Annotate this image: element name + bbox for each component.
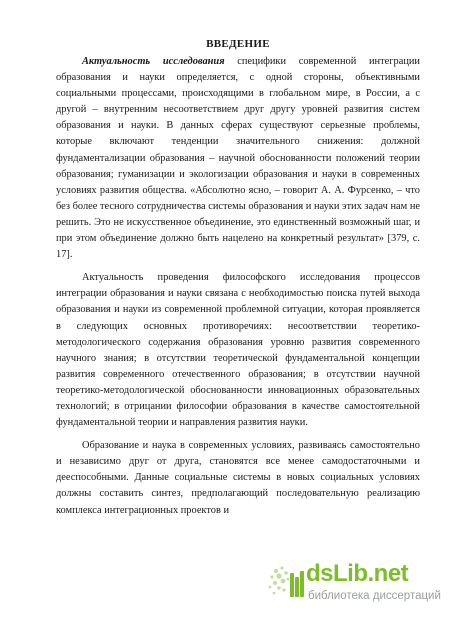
dslib-logo-icon [266, 563, 310, 603]
watermark-subtitle: библиотека диссертаций [308, 590, 441, 602]
dslib-watermark[interactable] [266, 560, 441, 607]
paragraph-1 [56, 54, 420, 263]
paragraph-1-text: специфики современной интеграции образования и науки определяется, с одной стороны, объективными социальными процессами, происходящими в глобальном мире, в России, а с другой – внутренним несоответствием друг другу уровней развития систем образования и науки. В данных сферах существуют серьезные проблемы, которые включают тенденции значительного снижения: должной фундаментализации образования – научной обоснованности положений теории образования; гуманизации и экологизации образования и науки в современных условиях развития общества. «Абсолютно ясно, – говорит А. А. Фурсенко, – что без более тесного сотрудничества системы образования и науки этих задач нам не решить. Это не искусственное объединение, это единственный возможный шаг, и при этом объединение должно быть нацелено на конкретный результат» [379, с. 17]. [56, 56, 420, 261]
paragraph-2 [56, 270, 420, 431]
page-title: ВВЕДЕНИЕ [206, 38, 270, 50]
watermark-brand: dsLib.net [306, 560, 409, 587]
paragraph-2-text: Актуальность проведения философского исследования процессов интеграции образования и науки связана с необходимостью поиска путей выхода образования и науки из современной проблемной ситуации, которая проявляется в следующих основных противоречиях: несоответствии теоретико-методологического содержания образования уровню развития современного научного знания; в отсутствии теоретической фундаментальной концепции развития современного отечественного образования; в отсутствии научной теоретико-методологической обоснованности инновационных образовательных технологий; в отрицании философии образования в качестве самостоятельной фундаментальной теории и направления развития науки. [56, 272, 420, 429]
document-page [56, 38, 420, 519]
paragraph-3-text: Образование и наука в современных условиях, развиваясь самостоятельно и независимо друг от друга, становятся все менее самодостаточными и дееспособными. Данные социальные системы в новых социальных условиях должны составить синтез, предполагающий последовательную реализацию комплекса интеграционных проектов и [56, 440, 420, 516]
paragraph-1-lead: Актуальность исследования [82, 56, 225, 67]
paragraph-3 [56, 438, 420, 518]
